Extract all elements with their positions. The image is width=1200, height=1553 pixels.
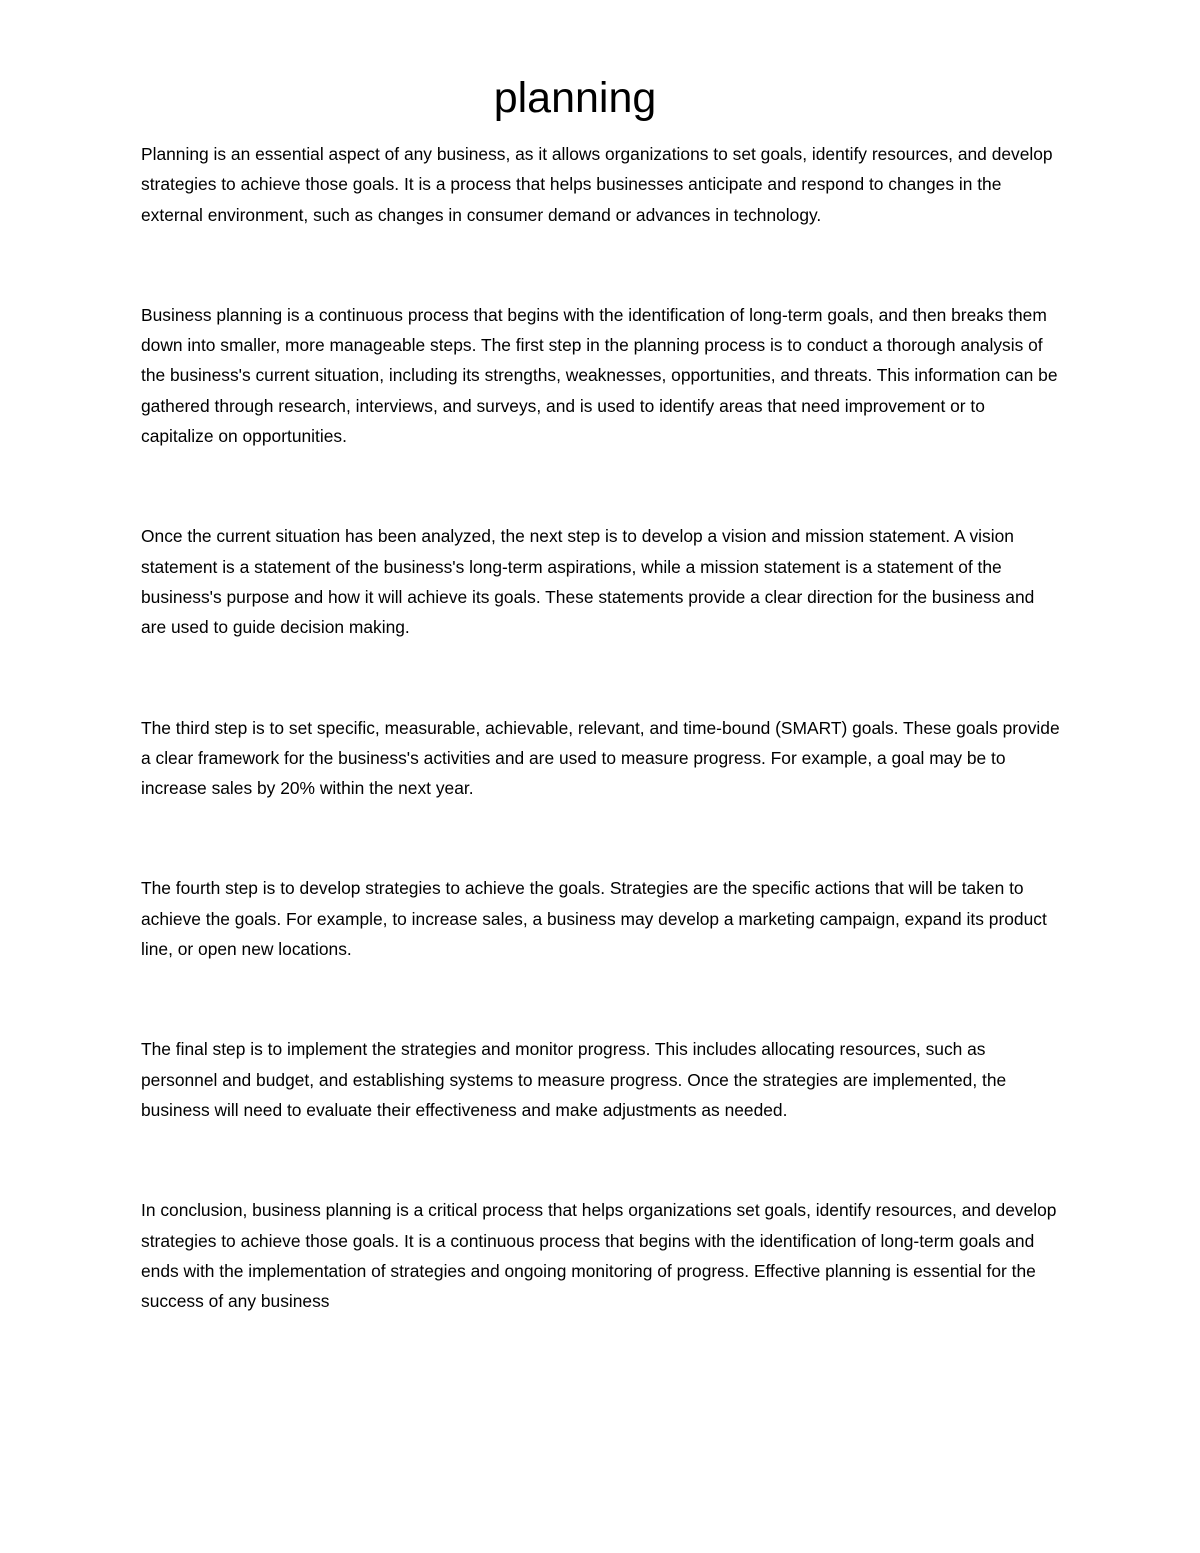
paragraph-smart-goals: The third step is to set specific, measurable, achievable, relevant, and time-bound (SMART) goals. These goals provide a clear framework for the business's activities and are used to measure progress. For example, a goal may be to increase sales by 20% within the next year. — [141, 717, 1060, 799]
paragraph-implementation: The final step is to implement the strategies and monitor progress. This includes allocating resources, such as personnel and budget, and establishing systems to measure progress. Once the strategies are implemented, the business will need to evaluate their effectiveness and make adjustments as needed. — [141, 1039, 1007, 1120]
paragraph-business-planning: Business planning is a continuous process that begins with the identification of long-term goals, and then breaks them down into smaller, more manageable steps. The first step in the planning process is to conduct a thorough analysis of the business's current situation, including its strengths, weaknesses, opportunities, and threats. This information can be gathered through research, interviews, and surveys, and is used to identify areas that need improvement or to capitalize on opportunities. — [141, 304, 1058, 447]
paragraph-vision-mission: Once the current situation has been analyzed, the next step is to develop a vision and mission statement. A vision statement is a statement of the business's long-term aspirations, while a mission statement is a statement of the business's purpose and how it will achieve its goals. These statements provide a clear direction for the business and are used to guide decision making. — [141, 526, 1035, 638]
paragraph-introduction: Planning is an essential aspect of any business, as it allows organizations to set goals, identify resources, and develop strategies to achieve those goals. It is a process that helps businesses anticipate and respond to changes in the external environment, such as changes in consumer demand or advances in technology. — [141, 144, 1053, 225]
paragraph-strategies: The fourth step is to develop strategies to achieve the goals. Strategies are the specific actions that will be taken to achieve the goals. For example, to increase sales, a business may develop a marketing campaign, expand its product line, or open new locations. — [141, 878, 1047, 960]
document-title: planning — [493, 74, 657, 122]
document-body — [141, 139, 1061, 1386]
paragraph-conclusion: In conclusion, business planning is a critical process that helps organizations set goals, identify resources, and develop strategies to achieve those goals. It is a continuous process that begins with the identification of long-term goals and ends with the implementation of strategies and ongoing monitoring of progress. Effective planning is essential for the success of any business — [141, 1200, 1057, 1312]
